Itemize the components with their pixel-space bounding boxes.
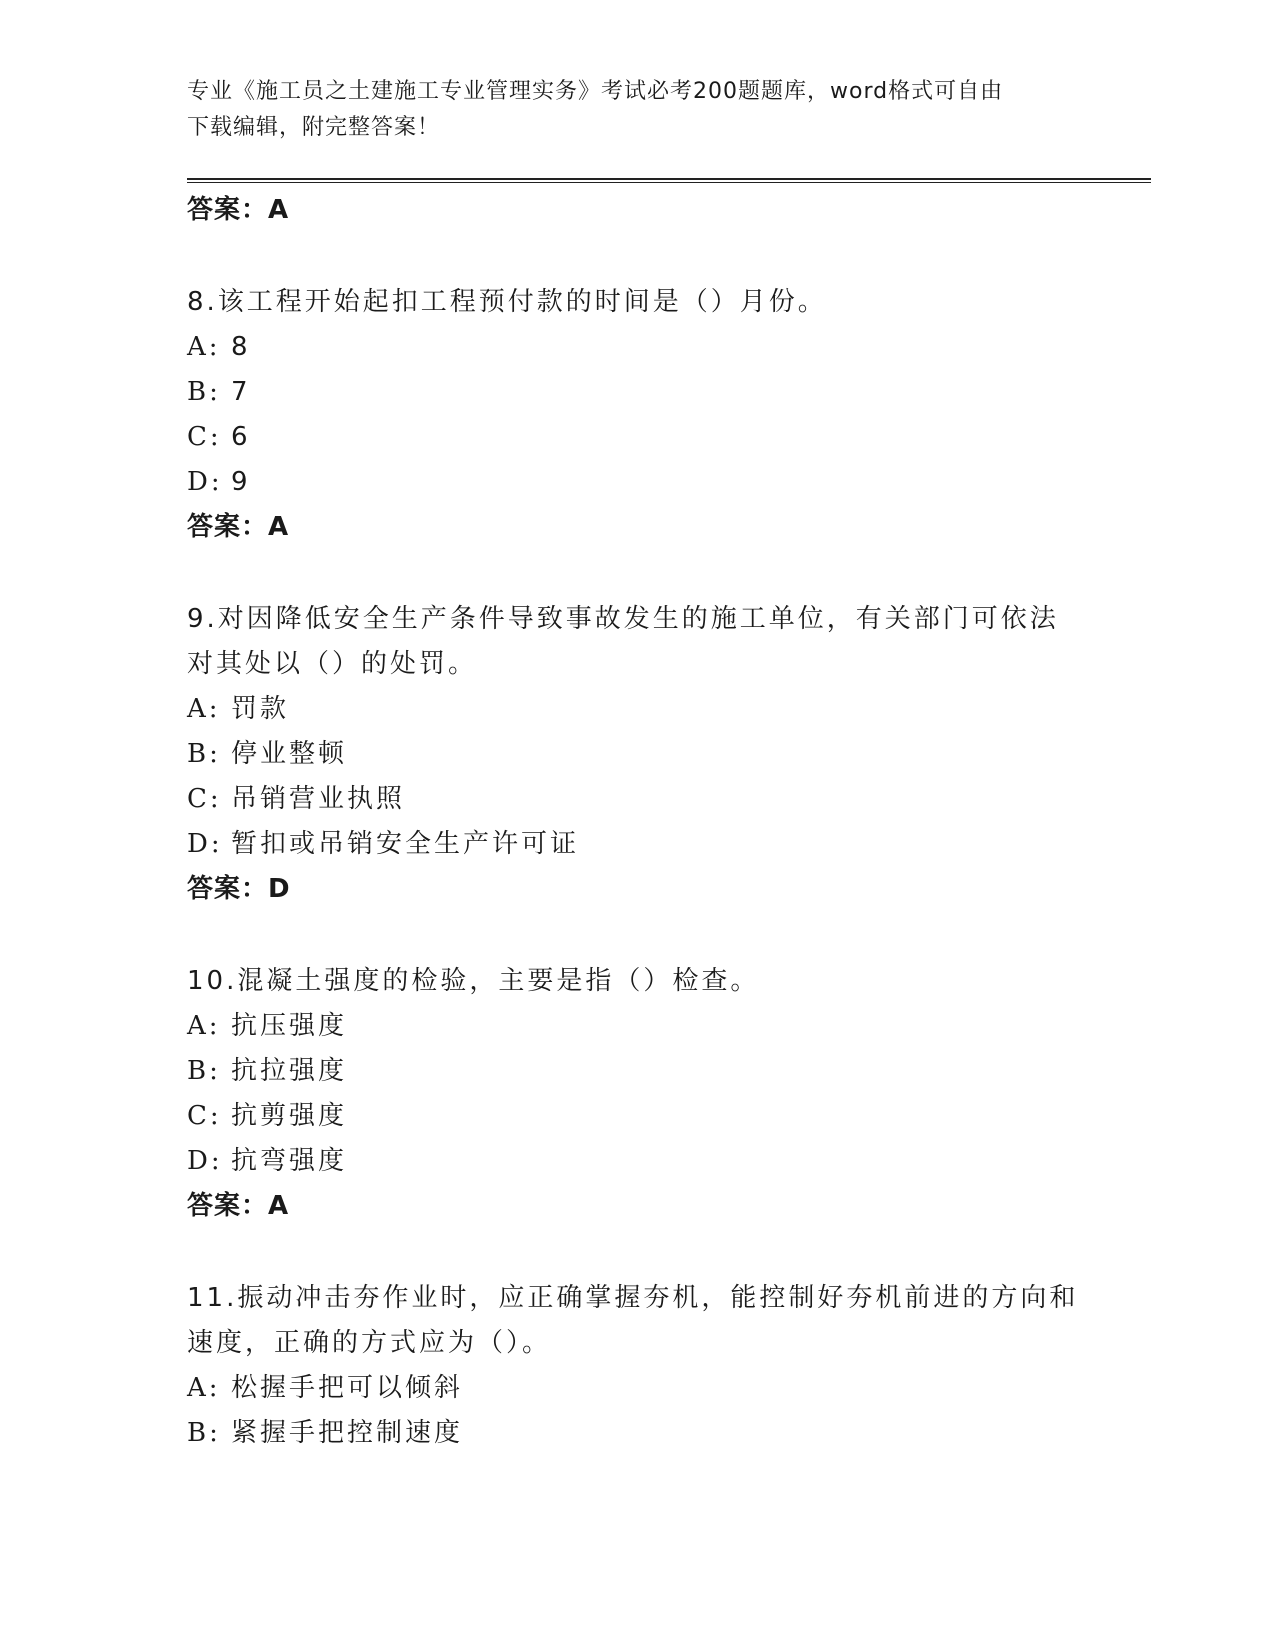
option-letter: A:	[187, 1011, 221, 1041]
question-option	[187, 460, 1087, 505]
question-option	[187, 325, 1087, 370]
question-stem-line: 9.对因降低安全生产条件导致事故发生的施工单位，有关部门可依法	[187, 604, 1059, 634]
question-block	[187, 1276, 1087, 1456]
option-text: 紧握手把控制速度	[231, 1418, 464, 1448]
option-letter: D:	[187, 467, 223, 497]
header-line-1: 专业《施工员之土建施工专业管理实务》考试必考200题题库，word格式可自由	[187, 79, 1004, 104]
question-option	[187, 415, 1087, 460]
question-spacer	[187, 233, 1087, 280]
option-text: 吊销营业执照	[231, 784, 406, 814]
question-option	[187, 732, 1087, 777]
question-spacer	[187, 912, 1087, 959]
question-stem-line: 速度，正确的方式应为（）。	[187, 1328, 552, 1358]
question-option	[187, 1049, 1087, 1094]
question-option	[187, 1366, 1087, 1411]
option-letter: B:	[187, 739, 221, 769]
question-stem-line: 对其处以（）的处罚。	[187, 649, 478, 679]
question-answer: 答案：D	[187, 874, 291, 904]
question-option	[187, 370, 1087, 415]
option-letter: A:	[187, 694, 221, 724]
option-text: 停业整顿	[231, 739, 348, 769]
option-text: 抗压强度	[231, 1011, 348, 1041]
question-spacer	[187, 1229, 1087, 1276]
document-header	[187, 74, 1077, 146]
option-text: 松握手把可以倾斜	[231, 1373, 464, 1403]
question-option	[187, 1411, 1087, 1456]
option-text: 6	[231, 422, 251, 452]
question-block	[187, 959, 1087, 1229]
header-line-2: 下载编辑，附完整答案！	[187, 115, 441, 140]
option-letter: C:	[187, 422, 222, 452]
option-text: 9	[231, 467, 251, 497]
option-letter: A:	[187, 332, 221, 362]
option-letter: C:	[187, 784, 222, 814]
question-stem-line: 11.振动冲击夯作业时，应正确掌握夯机，能控制好夯机前进的方向和	[187, 1283, 1079, 1313]
option-letter: C:	[187, 1101, 222, 1131]
option-text: 抗拉强度	[231, 1056, 348, 1086]
option-letter: B:	[187, 1418, 221, 1448]
option-letter: D:	[187, 829, 223, 859]
question-block	[187, 280, 1087, 550]
question-option	[187, 1139, 1087, 1184]
question-option	[187, 1094, 1087, 1139]
option-letter: A:	[187, 1373, 221, 1403]
option-text: 抗剪强度	[231, 1101, 348, 1131]
question-option	[187, 1004, 1087, 1049]
question-option	[187, 687, 1087, 732]
option-text: 抗弯强度	[231, 1146, 348, 1176]
header-divider	[187, 178, 1151, 183]
question-option	[187, 777, 1087, 822]
option-text: 7	[231, 377, 251, 407]
option-text: 暂扣或吊销安全生产许可证	[231, 829, 580, 859]
option-letter: D:	[187, 1146, 223, 1176]
option-letter: B:	[187, 1056, 221, 1086]
question-answer: 答案：A	[187, 512, 290, 542]
question-answer: 答案：A	[187, 1191, 290, 1221]
question-option	[187, 822, 1087, 867]
question-spacer	[187, 550, 1087, 597]
question-block	[187, 597, 1087, 912]
option-text: 罚款	[231, 694, 290, 724]
question-stem-line: 10.混凝土强度的检验，主要是指（）检查。	[187, 966, 760, 996]
option-letter: B:	[187, 377, 221, 407]
previous-answer: 答案：A	[187, 195, 290, 225]
option-text: 8	[231, 332, 251, 362]
question-stem-line: 8.该工程开始起扣工程预付款的时间是（）月份。	[187, 287, 827, 317]
question-list	[187, 188, 1087, 1456]
